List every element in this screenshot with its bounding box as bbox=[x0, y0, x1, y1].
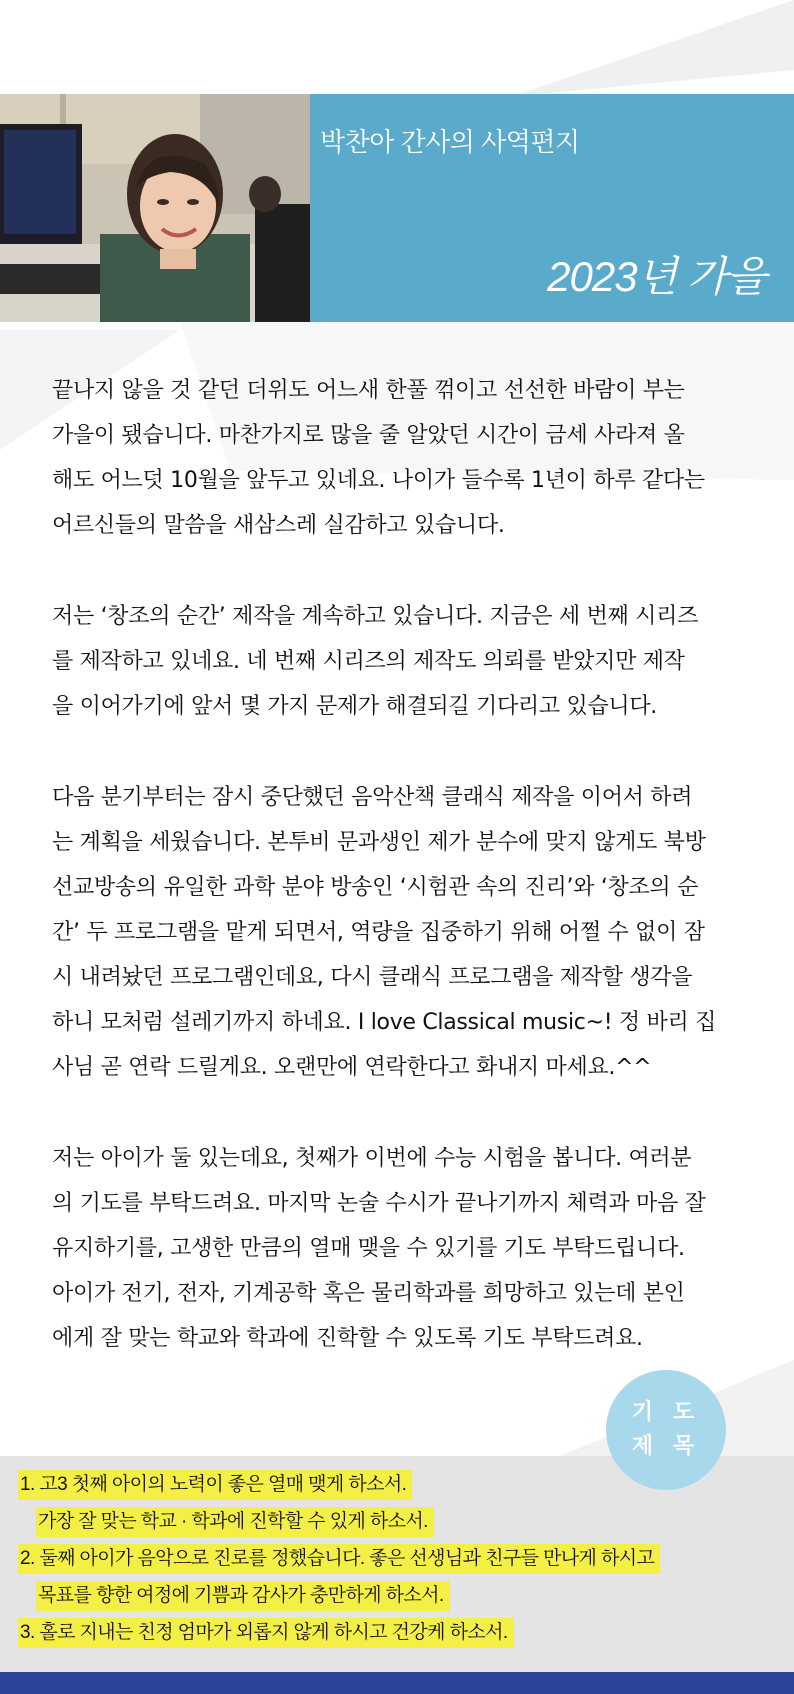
text-line: 끝나지 않을 것 같던 더위도 어느새 한풀 꺾이고 선선한 바람이 부는 bbox=[52, 378, 685, 403]
prayer-item: 2. 둘째 아이가 음악으로 진로를 정했습니다. 좋은 선생님과 친구들 만나게 하시고 bbox=[18, 1544, 660, 1574]
badge-line: 기 도 bbox=[631, 1400, 701, 1425]
letter-subtitle: 박찬아 간사의 사역편지 bbox=[320, 127, 580, 157]
text-line: 을 이어가기에 앞서 몇 가지 문제가 해결되길 기다리고 있습니다. bbox=[52, 694, 657, 719]
prayer-list bbox=[18, 1470, 660, 1655]
footer-bar bbox=[0, 1672, 794, 1694]
text-line: 의 기도를 부탁드려요. 마지막 논술 수시가 끝나기까지 체력과 마음 잘 bbox=[52, 1191, 706, 1216]
letter-header bbox=[0, 94, 794, 322]
text-line: 하니 모처럼 설레기까지 하네요. I love Classical music~! 정 바리 집 bbox=[52, 1010, 717, 1035]
text-line: 저는 아이가 둘 있는데요, 첫째가 이번에 수능 시험을 봅니다. 여러분 bbox=[52, 1146, 692, 1171]
paragraph bbox=[52, 368, 752, 548]
paragraph bbox=[52, 594, 752, 729]
text-line: 에게 잘 맞는 학교와 학과에 진학할 수 있도록 기도 부탁드려요. bbox=[52, 1326, 643, 1351]
text-line: 사님 곧 연락 드릴게요. 오랜만에 연락한다고 화내지 마세요.^^ bbox=[52, 1055, 652, 1080]
title-panel bbox=[310, 94, 794, 322]
prayer-item: 3. 홀로 지내는 친정 엄마가 외롭지 않게 하시고 건강케 하소서. bbox=[18, 1618, 514, 1648]
text-line: 가을이 됐습니다. 마찬가지로 많을 줄 알았던 시간이 금세 사라져 올 bbox=[52, 423, 685, 448]
text-line: 유지하기를, 고생한 만큼의 열매 맺을 수 있기를 기도 부탁드립니다. bbox=[52, 1236, 685, 1261]
prayer-item: 1. 고3 첫째 아이의 노력이 좋은 열매 맺게 하소서. bbox=[18, 1470, 412, 1500]
paragraph bbox=[52, 1136, 752, 1361]
text-line: 어르신들의 말씀을 새삼스레 실감하고 있습니다. bbox=[52, 513, 505, 538]
text-line: 는 계획을 세웠습니다. 본투비 문과생인 제가 분수에 맞지 않게도 북방 bbox=[52, 830, 706, 855]
prayer-item: 목표를 향한 여정에 기쁨과 감사가 충만하게 하소서. bbox=[36, 1581, 450, 1611]
letter-season: 2023년 가을 bbox=[547, 253, 766, 300]
badge-line: 제 목 bbox=[631, 1434, 701, 1459]
text-line: 간’ 두 프로그램을 맡게 되면서, 역량을 집중하기 위해 어쩔 수 없이 잠 bbox=[52, 920, 705, 945]
text-line: 저는 ‘창조의 순간’ 제작을 계속하고 있습니다. 지금은 세 번째 시리즈 bbox=[52, 604, 699, 629]
prayer-topics-badge bbox=[606, 1370, 726, 1490]
text-line: 아이가 전기, 전자, 기계공학 혹은 물리학과를 희망하고 있는데 본인 bbox=[52, 1281, 685, 1306]
paragraph bbox=[52, 775, 752, 1090]
office-selfie-image bbox=[0, 94, 310, 322]
prayer-item: 가장 잘 맞는 학교 · 학과에 진학할 수 있게 하소서. bbox=[36, 1507, 434, 1537]
letter-body bbox=[52, 368, 752, 1407]
text-line: 선교방송의 유일한 과학 분야 방송인 ‘시험관 속의 진리’와 ‘창조의 순 bbox=[52, 875, 699, 900]
text-line: 다음 분기부터는 잠시 중단했던 음악산책 클래식 제작을 이어서 하려 bbox=[52, 785, 693, 810]
text-line: 를 제작하고 있네요. 네 번째 시리즈의 제작도 의뢰를 받았지만 제작 bbox=[52, 649, 685, 674]
portrait-photo bbox=[0, 94, 310, 322]
text-line: 해도 어느덧 10월을 앞두고 있네요. 나이가 들수록 1년이 하루 같다는 bbox=[52, 468, 705, 493]
text-line: 시 내려놨던 프로그램인데요, 다시 클래식 프로그램을 제작할 생각을 bbox=[52, 965, 693, 990]
